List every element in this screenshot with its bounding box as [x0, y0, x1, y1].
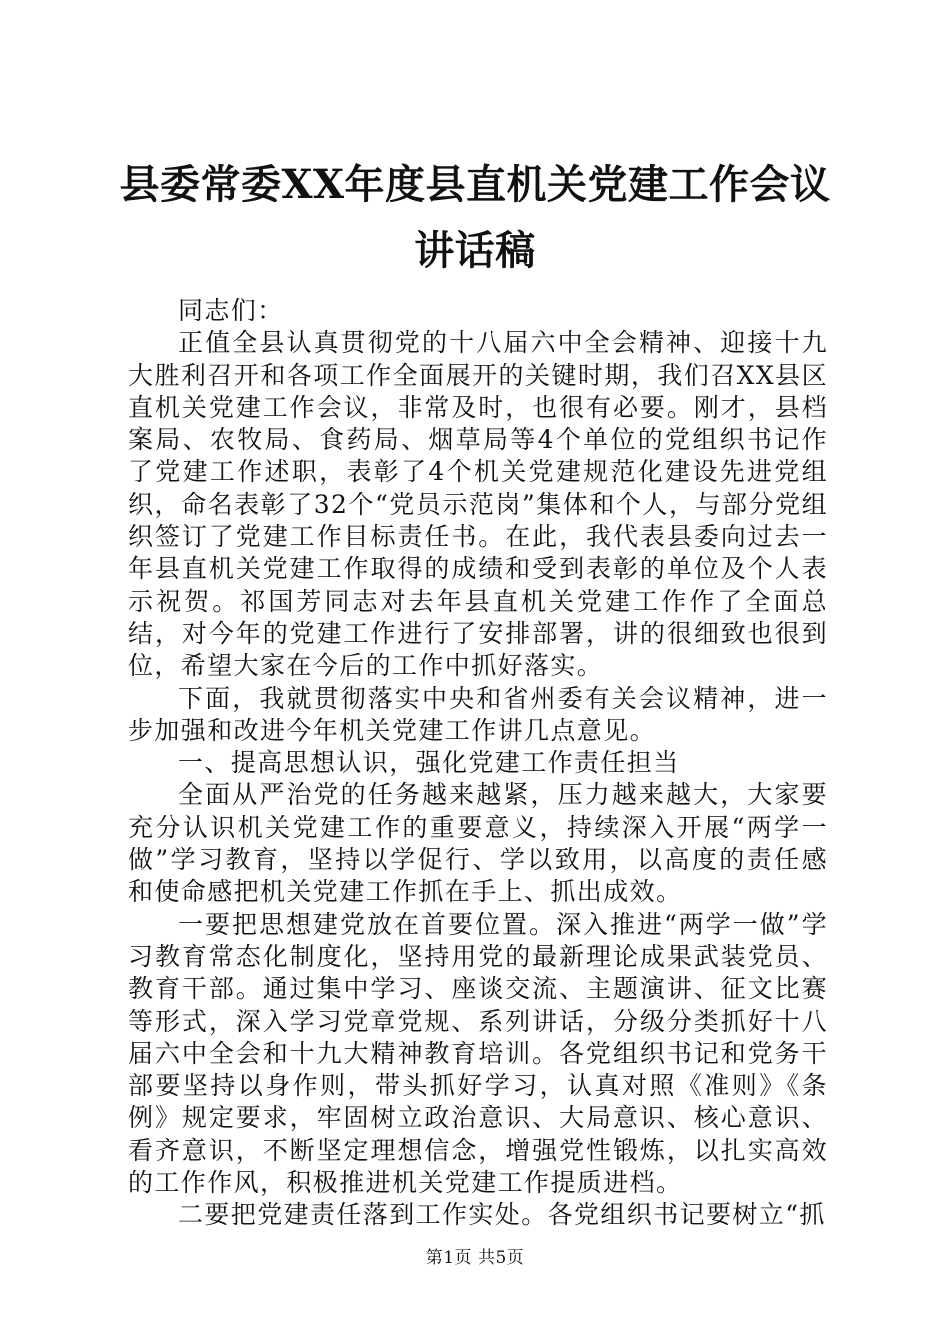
salutation: 同志们： [178, 296, 284, 325]
page-footer: 第1页 共5页 [425, 1248, 525, 1268]
body-paragraph: 全面从严治党的任务越来越紧，压力越来越大，大家要充分认识机关党建工作的重要意义，持续深入开展“两学一做”学习教育，坚持以学促行、学以致用，以高度的责任感和使命感把机关党建工作抓在手上、抓出成效。 [128, 780, 828, 907]
document-body [128, 295, 828, 1232]
body-paragraph: 二要把党建责任落到工作实处。各党组织书记要树立“抓 [178, 1200, 826, 1230]
body-paragraph: 一要把思想建党放在首要位置。深入推进“两学一做”学习教育常态化制度化，坚持用党的最新理论成果武装党员、教育干部。通过集中学习、座谈交流、主题演讲、征文比赛等形式，深入学习党章党规、系列讲话，分级分类抓好十八届六中全会和十九大精神教育培训。各党组织书记和党务干部要坚持以身作则，带头抓好学习，认真对照《准则》《条例》规定要求，牢固树立政治意识、大局意识、核心意识、看齐意识，不断坚定理想信念，增强党性锻炼，以扎实高效的工作作风，积极推进机关党建工作提质进档。 [128, 909, 828, 1198]
document-title: 县委常委XX年度县直机关党建工作会议讲话稿 [119, 161, 831, 274]
body-paragraph: 下面，我就贯彻落实中央和省州委有关会议精神，进一步加强和改进今年机关党建工作讲几点意见。 [128, 683, 828, 745]
section-heading: 一、提高思想认识，强化党建工作责任担当 [178, 748, 680, 778]
body-paragraph: 正值全县认真贯彻党的十八届六中全会精神、迎接十九大胜利召开和各项工作全面展开的关键时期，我们召XX县区直机关党建工作会议，非常及时，也很有必要。刚才，县档案局、农牧局、食药局、烟草局等4个单位的党组织书记作了党建工作述职，表彰了4个机关党建规范化建设先进党组织，命名表彰了32个“党员示范岗”集体和个人，与部分党组织签订了党建工作目标责任书。在此，我代表县委向过去一年县直机关党建工作取得的成绩和受到表彰的单位及个人表示祝贺。祁国芳同志对去年县直机关党建工作作了全面总结，对今年的党建工作进行了安排部署，讲的很细致也很到位，希望大家在今后的工作中抓好落实。 [128, 328, 828, 681]
